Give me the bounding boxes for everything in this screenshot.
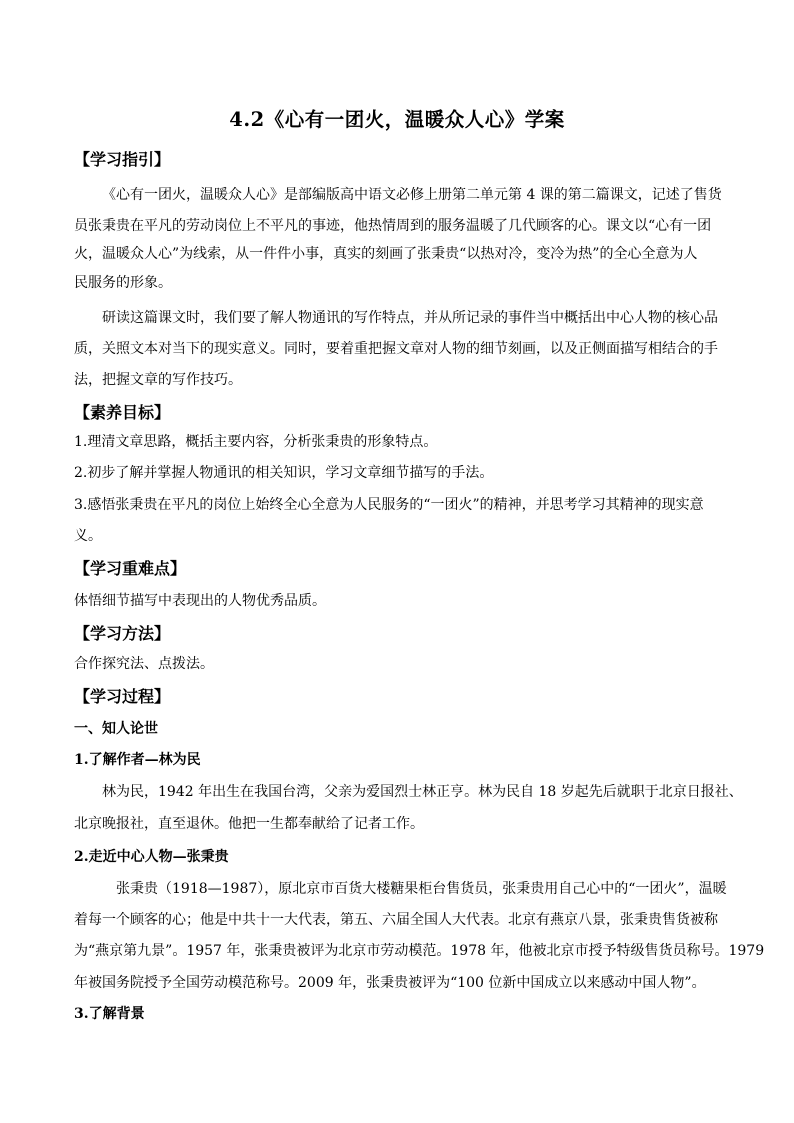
method-text: 合作探究法、点拨法。 <box>74 656 214 672</box>
goal-item: 3.感悟张秉贵在平凡的岗位上始终全心全意为人民服务的“一团火”的精神，并思考学习其精神的现实意 <box>74 497 704 513</box>
item1-heading: 1.了解作者—林为民 <box>74 752 201 768</box>
section-heading-guide: 【学习指引】 <box>74 150 171 169</box>
author-bio-line: 北京晚报社，直至退休。他把一生都奉献给了记者工作。 <box>74 816 424 832</box>
focus-text: 体悟细节描写中表现出的人物优秀品质。 <box>74 593 326 609</box>
goal-item-continuation: 义。 <box>74 528 102 544</box>
section-heading-focus: 【学习重难点】 <box>74 559 187 578</box>
section-heading-goals: 【素养目标】 <box>74 403 171 422</box>
item3-heading: 3.了解背景 <box>74 1006 145 1022</box>
guide-paragraph-1-line: 民服务的形象。 <box>74 275 172 291</box>
goal-item: 1.理清文章思路，概括主要内容，分析张秉贵的形象特点。 <box>74 434 438 450</box>
guide-paragraph-1-line: 火，温暖众人心”为线索，从一件件小事，真实的刻画了张秉贵“以热对冷，变冷为热”的全心全意为人 <box>74 246 698 262</box>
guide-paragraph-2-line: 法，把握文章的写作技巧。 <box>74 372 242 388</box>
goal-item: 2.初步了解并掌握人物通讯的相关知识，学习文章细节描写的手法。 <box>74 465 494 481</box>
section-heading-process: 【学习过程】 <box>74 687 171 706</box>
guide-paragraph-1-line: 《心有一团火，温暖众人心》是部编版高中语文必修上册第二单元第 4 课的第二篇课文，记述了售货 <box>102 187 722 203</box>
author-bio-line: 林为民，1942 年出生在我国台湾，父亲为爱国烈士林正亨。林为民自 18 岁起先后就职于北京日报社、 <box>102 784 743 800</box>
guide-paragraph-1-line: 员张秉贵在平凡的劳动岗位上不平凡的事迹，他热情周到的服务温暖了几代顾客的心。课文以“心有一团 <box>74 218 712 234</box>
item2-heading: 2.走近中心人物—张秉贵 <box>74 849 229 865</box>
page-title: 4.2《心有一团火，温暖众人心》学案 <box>229 108 565 131</box>
guide-paragraph-2-line: 研读这篇课文时，我们要了解人物通讯的写作特点，并从所记录的事件当中概括出中心人物的核心品 <box>102 310 718 326</box>
section-heading-method: 【学习方法】 <box>74 624 171 643</box>
part1-heading: 一、知人论世 <box>74 721 158 737</box>
person-bio-line: 着每一个顾客的心；他是中共十一大代表，第五、六届全国人大代表。北京有燕京八景，张秉贵售货被称 <box>74 912 718 928</box>
person-bio-line: 张秉贵（1918—1987），原北京市百货大楼糖果柜台售货员，张秉贵用自己心中的“一团火”，温暖 <box>116 881 727 897</box>
person-bio-line: 年被国务院授予全国劳动模范称号。2009 年，张秉贵被评为“100 位新中国成立以来感动中国人物”。 <box>74 975 706 991</box>
guide-paragraph-2-line: 质，关照文本对当下的现实意义。同时，要着重把握文章对人物的细节刻画，以及正侧面描写相结合的手 <box>74 341 718 357</box>
person-bio-line: 为“燕京第九景”。1957 年，张秉贵被评为北京市劳动模范。1978 年，他被北京市授予特级售货员称号。1979 <box>74 943 765 959</box>
